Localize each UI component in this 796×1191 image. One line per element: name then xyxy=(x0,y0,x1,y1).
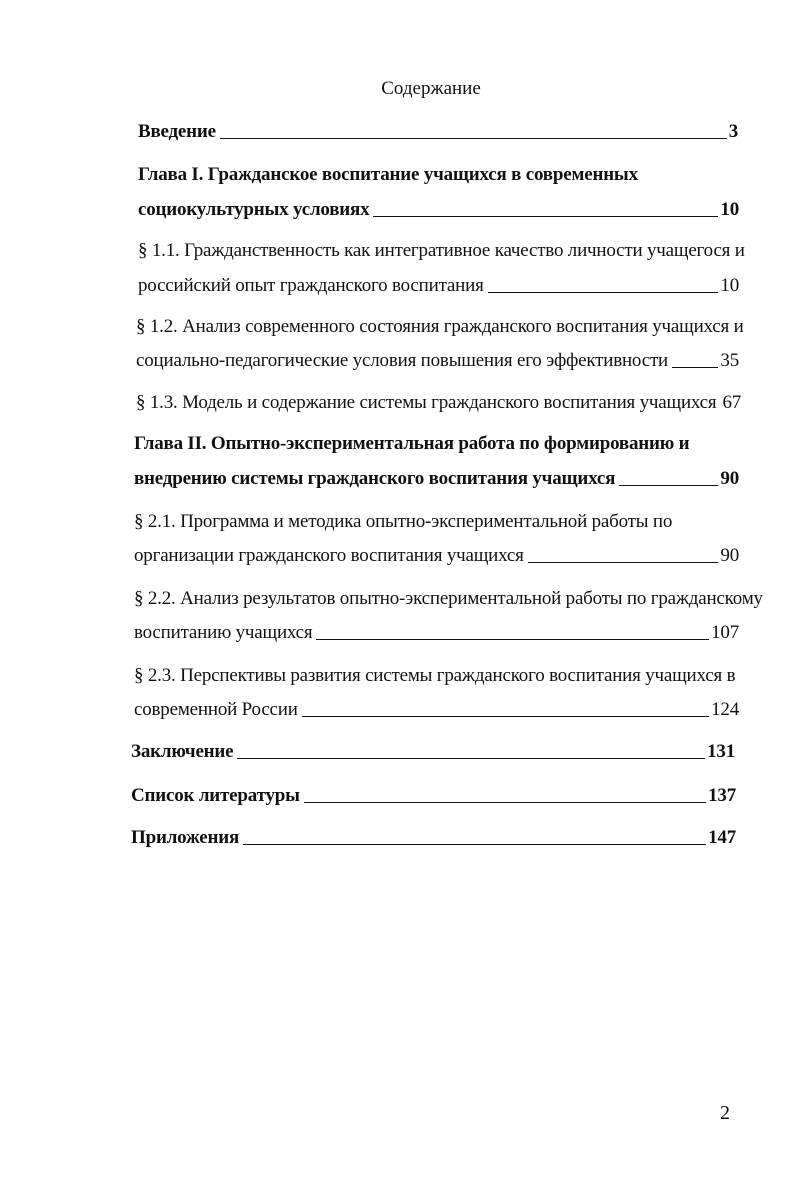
toc-entry-chapter-2 xyxy=(134,468,739,490)
leader-line xyxy=(316,639,709,640)
toc-page: 10 xyxy=(720,275,739,296)
toc-page: 10 xyxy=(720,199,739,220)
leader-line xyxy=(304,802,706,803)
toc-entry-chapter-1-line-1: Глава I. Гражданское воспитание учащихся в современных xyxy=(138,164,638,185)
toc-page: 131 xyxy=(707,741,735,762)
leader-line xyxy=(488,292,719,293)
toc-entry-1-1-line-1: § 1.1. Гражданственность как интегративное качество личности учащегося и xyxy=(138,240,745,261)
toc-label: воспитанию учащихся xyxy=(134,622,313,643)
toc-entry-1-2 xyxy=(136,350,739,372)
toc-page: 107 xyxy=(711,622,739,643)
toc-entry-2-3-line-1: § 2.3. Перспективы развития системы гражданского воспитания учащихся в xyxy=(134,665,736,686)
toc-page: 67 xyxy=(722,392,742,413)
toc-label: современной России xyxy=(134,699,298,720)
toc-entry-chapter-2-line-1: Глава II. Опытно-экспериментальная работа по формированию и xyxy=(134,433,690,454)
toc-label: Введение xyxy=(138,121,216,142)
toc-label: социально-педагогические условия повышения его эффективности xyxy=(136,350,669,371)
toc-page: 124 xyxy=(711,699,739,720)
toc-label: российский опыт гражданского воспитания xyxy=(138,275,484,296)
toc-entry-conclusion xyxy=(131,741,735,763)
toc-entry-2-2-line-1: § 2.2. Анализ результатов опытно-экспериментальной работы по гражданскому xyxy=(134,588,763,609)
toc-label: Заключение xyxy=(131,741,234,762)
toc-label: § 1.3. Модель и содержание системы гражданского воспитания учащихся xyxy=(136,392,717,413)
toc-entry-2-1-line-1: § 2.1. Программа и методика опытно-экспериментальной работы по xyxy=(134,511,673,532)
leader-line xyxy=(302,716,709,717)
toc-page: 137 xyxy=(708,785,736,806)
page-number: 2 xyxy=(720,1102,730,1124)
leader-line xyxy=(619,485,718,486)
leader-line xyxy=(243,844,706,845)
toc-entry-intro xyxy=(138,121,738,143)
toc-entry-2-1 xyxy=(134,545,739,567)
page-title: Содержание xyxy=(381,78,481,99)
leader-line xyxy=(373,216,718,217)
toc-entry-1-3 xyxy=(136,392,742,414)
toc-entry-chapter-1 xyxy=(138,199,739,221)
toc-page: 147 xyxy=(708,827,736,848)
toc-label: Список литературы xyxy=(131,785,300,806)
toc-label: внедрению системы гражданского воспитания учащихся xyxy=(134,468,616,489)
toc-page: 35 xyxy=(720,350,739,371)
toc-label: социокультурных условиях xyxy=(138,199,370,220)
leader-line xyxy=(220,138,727,139)
toc-entry-1-1 xyxy=(138,275,739,297)
leader-line xyxy=(672,367,718,368)
toc-page: 3 xyxy=(728,121,738,142)
toc-label: организации гражданского воспитания учащихся xyxy=(134,545,524,566)
leader-line xyxy=(528,562,719,563)
toc-page: 90 xyxy=(720,468,739,489)
toc-entry-1-2-line-1: § 1.2. Анализ современного состояния гражданского воспитания учащихся и xyxy=(136,316,744,337)
toc-entry-2-3 xyxy=(134,699,739,721)
toc-entry-2-2 xyxy=(134,622,739,644)
toc-entry-references xyxy=(131,785,736,807)
toc-page: 90 xyxy=(720,545,739,566)
toc-entry-appendix xyxy=(131,827,736,849)
toc-label: Приложения xyxy=(131,827,240,848)
leader-line xyxy=(237,758,705,759)
